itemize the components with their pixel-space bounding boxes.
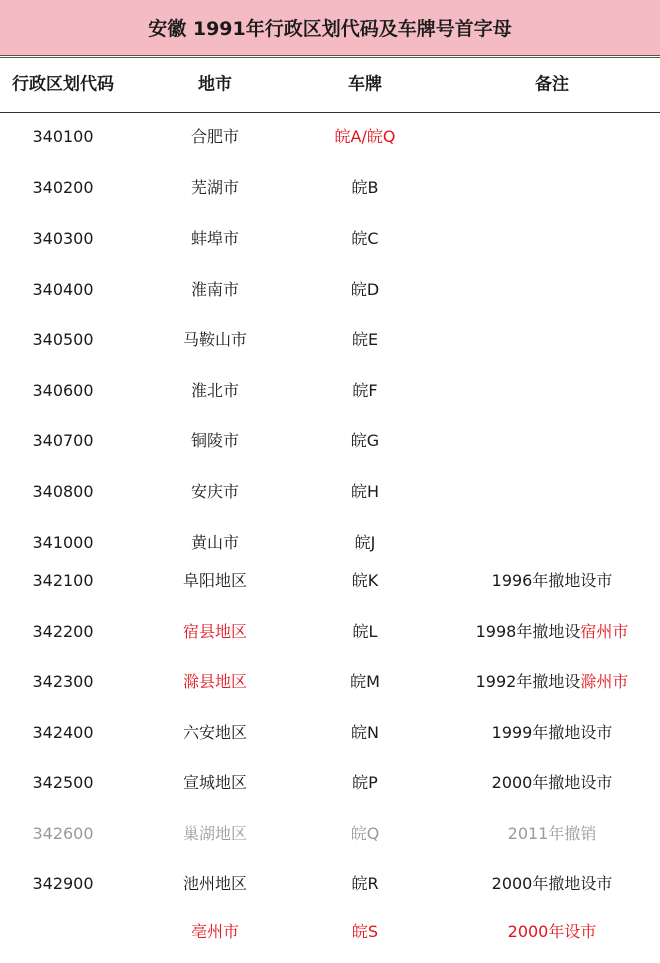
cell-note: 1999年撤地设市 bbox=[491, 723, 613, 742]
cell-note: 2000年撤地设市 bbox=[491, 874, 613, 893]
cell-city: 淮北市 bbox=[190, 381, 240, 400]
cell-note-highlight: 宿州市 bbox=[580, 622, 629, 641]
cell-code: 342600 bbox=[32, 824, 94, 843]
table-row bbox=[0, 431, 660, 450]
header-note: 备注 bbox=[535, 74, 569, 95]
cell-note: 2000年撤地设市 bbox=[491, 773, 613, 792]
header-city: 地市 bbox=[198, 74, 232, 95]
cell-plate: 皖D bbox=[350, 280, 380, 299]
table-row bbox=[0, 178, 660, 197]
cell-code: 340400 bbox=[32, 280, 94, 299]
table-row bbox=[0, 330, 660, 349]
table-header bbox=[0, 58, 660, 112]
cell-city: 巢湖地区 bbox=[182, 824, 248, 843]
cell-note: 2011年撤销 bbox=[507, 824, 597, 843]
cell-city: 宿县地区 bbox=[182, 622, 248, 641]
cell-code: 340100 bbox=[32, 127, 94, 146]
cell-city: 滁县地区 bbox=[182, 672, 248, 691]
table-row bbox=[0, 874, 660, 893]
cell-code: 340300 bbox=[32, 229, 94, 248]
cell-plate: 皖G bbox=[350, 431, 380, 450]
table-row bbox=[0, 571, 660, 590]
cell-note: 1996年撤地设市 bbox=[491, 571, 613, 590]
cell-plate: 皖L bbox=[352, 622, 378, 641]
cell-code: 342100 bbox=[32, 571, 94, 590]
cell-note-text: 1998年撤地设 bbox=[475, 622, 581, 641]
table-row bbox=[0, 127, 660, 146]
cell-code: 342400 bbox=[32, 723, 94, 742]
cell-plate: 皖Q bbox=[350, 824, 380, 843]
table-row bbox=[0, 229, 660, 248]
header-divider bbox=[0, 112, 660, 113]
cell-city: 池州地区 bbox=[182, 874, 248, 893]
cell-code: 342900 bbox=[32, 874, 94, 893]
table-title-text: 安徽 1991年行政区划代码及车牌号首字母 bbox=[148, 18, 512, 40]
cell-note-text: 1992年撤地设 bbox=[475, 672, 581, 691]
cell-plate: 皖E bbox=[351, 330, 379, 349]
cell-plate: 皖J bbox=[354, 533, 376, 552]
table-row bbox=[0, 280, 660, 299]
header-code: 行政区划代码 bbox=[12, 74, 114, 95]
table-row bbox=[0, 922, 660, 941]
cell-plate: 皖C bbox=[351, 229, 379, 248]
table-row bbox=[0, 773, 660, 792]
cell-code: 341000 bbox=[32, 533, 94, 552]
header-plate: 车牌 bbox=[348, 74, 382, 95]
cell-city: 黄山市 bbox=[190, 533, 240, 552]
table-row bbox=[0, 381, 660, 400]
cell-note: 2000年设市 bbox=[507, 922, 597, 941]
cell-city: 亳州市 bbox=[190, 922, 240, 941]
cell-plate: 皖N bbox=[351, 723, 379, 742]
cell-code: 340200 bbox=[32, 178, 94, 197]
cell-note bbox=[476, 624, 629, 640]
cell-city: 铜陵市 bbox=[190, 431, 240, 450]
cell-plate: 皖B bbox=[351, 178, 379, 197]
cell-code: 340800 bbox=[32, 482, 94, 501]
cell-plate: 皖S bbox=[351, 922, 379, 941]
table-row bbox=[0, 482, 660, 501]
cell-code: 340600 bbox=[32, 381, 94, 400]
table-row bbox=[0, 723, 660, 742]
cell-note-highlight: 滁州市 bbox=[580, 672, 629, 691]
cell-code: 342300 bbox=[32, 672, 94, 691]
cell-city: 阜阳地区 bbox=[182, 571, 248, 590]
cell-code: 340500 bbox=[32, 330, 94, 349]
table-title bbox=[0, 0, 660, 55]
cell-note bbox=[476, 674, 629, 690]
cell-city: 马鞍山市 bbox=[182, 330, 248, 349]
cell-city: 合肥市 bbox=[190, 127, 240, 146]
cell-city: 宣城地区 bbox=[182, 773, 248, 792]
cell-city: 芜湖市 bbox=[190, 178, 240, 197]
cell-plate: 皖R bbox=[351, 874, 379, 893]
cell-plate: 皖H bbox=[350, 482, 380, 501]
table-row bbox=[0, 533, 660, 552]
cell-city: 安庆市 bbox=[190, 482, 240, 501]
cell-plate: 皖M bbox=[350, 672, 380, 691]
table-row bbox=[0, 824, 660, 843]
cell-code: 342200 bbox=[32, 622, 94, 641]
cell-plate: 皖F bbox=[352, 381, 378, 400]
cell-city: 淮南市 bbox=[190, 280, 240, 299]
cell-code: 342500 bbox=[32, 773, 94, 792]
cell-code: 340700 bbox=[32, 431, 94, 450]
title-divider-top bbox=[0, 55, 660, 56]
cell-city: 六安地区 bbox=[182, 723, 248, 742]
cell-plate: 皖K bbox=[351, 571, 379, 590]
cell-plate: 皖P bbox=[352, 773, 378, 792]
cell-city: 蚌埠市 bbox=[190, 229, 240, 248]
table-row bbox=[0, 672, 660, 691]
table-row bbox=[0, 622, 660, 641]
cell-plate: 皖A/皖Q bbox=[334, 127, 396, 146]
